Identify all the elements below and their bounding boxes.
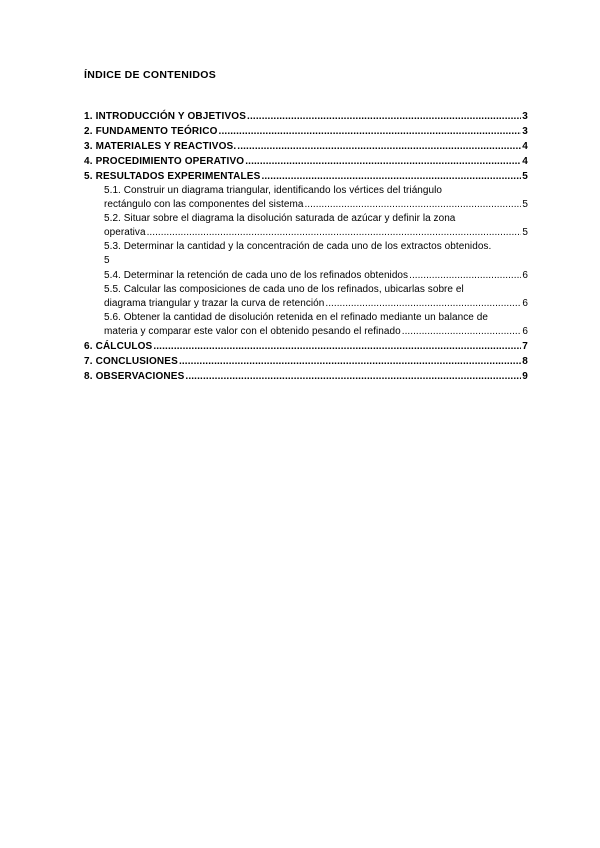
toc-entry-label: 5.1. Construir un diagrama triangular, identificando los vértices del triángulo <box>104 185 443 196</box>
toc-entry-5-2[interactable] <box>104 212 528 240</box>
toc-leader <box>325 297 521 311</box>
toc-entry-label: 5.6. Obtener la cantidad de disolución retenida en el refinado mediante un balance de <box>104 312 488 323</box>
toc-entry-label: 1. INTRODUCCIÓN Y OBJETIVOS <box>84 111 247 122</box>
toc-page-number: 6 <box>522 270 528 281</box>
toc-entry-5-3[interactable] <box>104 240 528 268</box>
toc-entry-label: 4. PROCEDIMIENTO OPERATIVO <box>84 156 245 167</box>
toc-entry-5-6[interactable] <box>104 311 528 339</box>
toc-entry-label-continued: rectángulo con las componentes del sistema <box>104 199 304 210</box>
toc-entry-introduccion[interactable] <box>84 109 528 124</box>
toc-entry-label-continued: operativa <box>104 227 146 238</box>
toc-leader <box>219 124 522 139</box>
toc-page-number: 6 <box>522 326 528 337</box>
toc-leader <box>304 198 521 212</box>
toc-leader <box>179 354 521 369</box>
toc-entry-label-continued: materia y comparar este valor con el obtenido pesando el refinado <box>104 326 401 337</box>
toc-leader <box>402 325 522 339</box>
toc-entry-5-4[interactable] <box>104 268 528 283</box>
toc-page-number: 5 <box>522 227 528 238</box>
toc-entry-5-1[interactable] <box>104 184 528 212</box>
toc-entry-materiales[interactable] <box>84 139 528 154</box>
toc-page-number: 4 <box>522 141 528 152</box>
toc-entry-label: 5.2. Situar sobre el diagrama la disolución saturada de azúcar y definir la zona <box>104 213 456 224</box>
toc-entry-label: 5.4. Determinar la retención de cada uno de los refinados obtenidos <box>104 270 409 281</box>
toc-entry-fundamento[interactable] <box>84 124 528 139</box>
toc-entry-label: 3. MATERIALES Y REACTIVOS. <box>84 141 237 152</box>
toc-leader <box>185 369 521 384</box>
toc-page-number: 5 <box>104 255 110 266</box>
toc-entry-label: 8. OBSERVACIONES <box>84 371 185 382</box>
toc-leader <box>261 169 521 184</box>
toc-page-number: 5 <box>522 171 528 182</box>
table-of-contents <box>84 109 528 384</box>
page-title: ÍNDICE DE CONTENIDOS <box>84 69 217 81</box>
toc-entry-observaciones[interactable] <box>84 369 528 384</box>
toc-entry-calculos[interactable] <box>84 339 528 354</box>
toc-leader <box>237 139 521 154</box>
toc-page-number: 8 <box>522 356 528 367</box>
toc-page-number: 7 <box>522 341 528 352</box>
toc-entry-label-continued: diagrama triangular y trazar la curva de retención <box>104 298 325 309</box>
toc-entry-label: 5.5. Calcular las composiciones de cada uno de los refinados, ubicarlas sobre el <box>104 284 464 295</box>
toc-page-number: 3 <box>522 111 528 122</box>
toc-page-number: 5 <box>522 199 528 210</box>
toc-entry-label: 5. RESULTADOS EXPERIMENTALES <box>84 171 261 182</box>
toc-page-number: 3 <box>522 126 528 137</box>
toc-entry-procedimiento[interactable] <box>84 154 528 169</box>
toc-leader <box>147 226 522 240</box>
toc-entry-label: 7. CONCLUSIONES <box>84 356 178 367</box>
toc-page-number: 6 <box>522 298 528 309</box>
toc-leader <box>245 154 521 169</box>
toc-entry-label: 6. CÁLCULOS <box>84 341 153 352</box>
toc-page-number: 9 <box>522 371 528 382</box>
toc-page-number: 4 <box>522 156 528 167</box>
toc-entry-label: 5.3. Determinar la cantidad y la concentración de cada uno de los extractos obtenidos. <box>104 241 492 252</box>
toc-entry-conclusiones[interactable] <box>84 354 528 369</box>
toc-leader <box>153 339 521 354</box>
toc-leader <box>247 109 521 124</box>
toc-entry-label: 2. FUNDAMENTO TEÓRICO <box>84 126 218 137</box>
toc-entry-resultados[interactable] <box>84 169 528 184</box>
toc-leader <box>409 268 521 283</box>
toc-entry-5-5[interactable] <box>104 283 528 311</box>
